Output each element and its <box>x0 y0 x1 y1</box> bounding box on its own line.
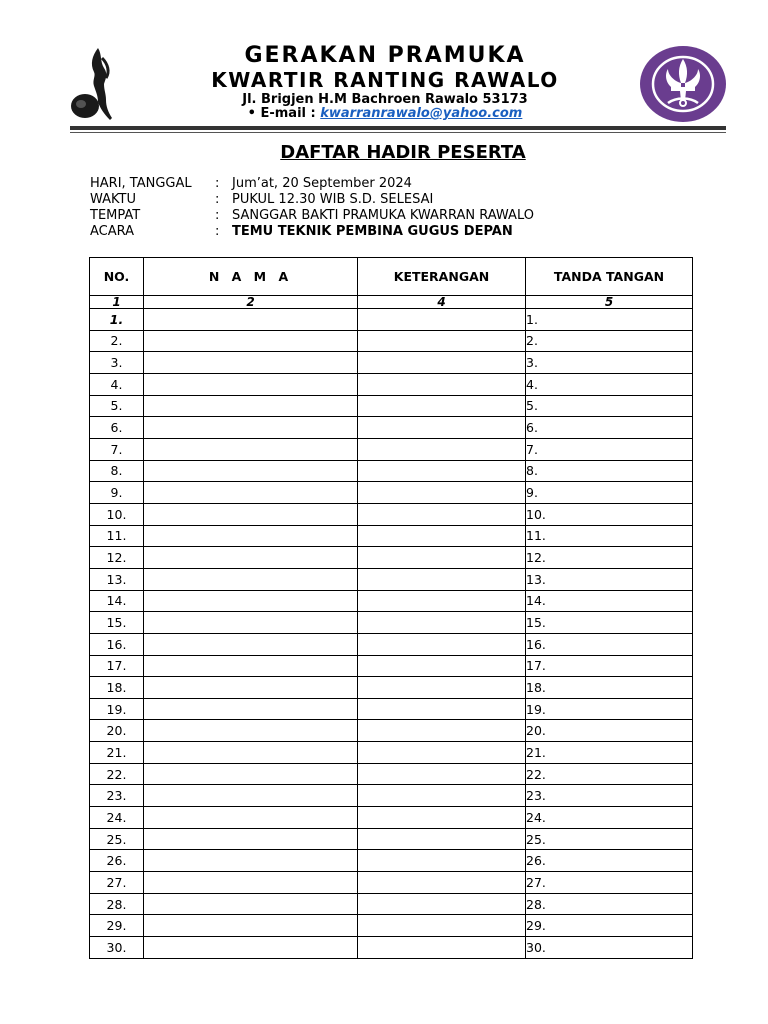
info-row-event <box>90 223 534 239</box>
name-cell[interactable] <box>144 547 358 569</box>
signature-cell[interactable]: 5. <box>526 395 693 417</box>
info-label: WAKTU <box>90 191 137 207</box>
table-row <box>90 742 693 764</box>
row-number: 1. <box>90 309 144 331</box>
row-number: 26. <box>90 850 144 872</box>
name-cell[interactable] <box>144 698 358 720</box>
table-row <box>90 525 693 547</box>
info-colon: : <box>215 223 220 239</box>
remarks-cell[interactable] <box>358 915 526 937</box>
row-number: 5. <box>90 395 144 417</box>
table-row <box>90 937 693 959</box>
remarks-cell[interactable] <box>358 373 526 395</box>
name-cell[interactable] <box>144 309 358 331</box>
info-colon: : <box>215 175 220 191</box>
row-number: 25. <box>90 828 144 850</box>
remarks-cell[interactable] <box>358 850 526 872</box>
signature-cell[interactable]: 16. <box>526 633 693 655</box>
signature-cell[interactable]: 14. <box>526 590 693 612</box>
remarks-cell[interactable] <box>358 720 526 742</box>
name-cell[interactable] <box>144 395 358 417</box>
signature-cell[interactable]: 11. <box>526 525 693 547</box>
name-cell[interactable] <box>144 330 358 352</box>
signature-cell[interactable]: 18. <box>526 677 693 699</box>
table-row <box>90 785 693 807</box>
header-signature: TANDA TANGAN <box>526 258 693 296</box>
name-cell[interactable] <box>144 763 358 785</box>
row-number: 12. <box>90 547 144 569</box>
remarks-cell[interactable] <box>358 763 526 785</box>
remarks-cell[interactable] <box>358 785 526 807</box>
table-row <box>90 763 693 785</box>
name-cell[interactable] <box>144 633 358 655</box>
signature-cell[interactable]: 25. <box>526 828 693 850</box>
row-number: 9. <box>90 482 144 504</box>
page-title: DAFTAR HADIR PESERTA <box>280 142 526 163</box>
table-row <box>90 698 693 720</box>
signature-cell[interactable]: 6. <box>526 417 693 439</box>
signature-cell[interactable]: 15. <box>526 612 693 634</box>
name-cell[interactable] <box>144 915 358 937</box>
table-row <box>90 309 693 331</box>
remarks-cell[interactable] <box>358 352 526 374</box>
name-cell[interactable] <box>144 720 358 742</box>
name-cell[interactable] <box>144 872 358 894</box>
org-name: GERAKAN PRAMUKA <box>244 43 526 68</box>
table-row <box>90 807 693 829</box>
remarks-cell[interactable] <box>358 309 526 331</box>
name-cell[interactable] <box>144 893 358 915</box>
remarks-cell[interactable] <box>358 828 526 850</box>
name-cell[interactable] <box>144 460 358 482</box>
attendance-table <box>89 257 693 959</box>
row-number: 17. <box>90 655 144 677</box>
table-row <box>90 395 693 417</box>
remarks-cell[interactable] <box>358 872 526 894</box>
name-cell[interactable] <box>144 352 358 374</box>
row-number: 18. <box>90 677 144 699</box>
table-row <box>90 330 693 352</box>
info-value: TEMU TEKNIK PEMBINA GUGUS DEPAN <box>232 223 513 239</box>
signature-cell[interactable]: 8. <box>526 460 693 482</box>
info-label: TEMPAT <box>90 207 141 223</box>
tunas-kelapa-icon <box>68 46 118 124</box>
row-number: 27. <box>90 872 144 894</box>
table-row <box>90 828 693 850</box>
row-number: 13. <box>90 568 144 590</box>
table-row <box>90 547 693 569</box>
remarks-cell[interactable] <box>358 612 526 634</box>
table-row <box>90 460 693 482</box>
name-cell[interactable] <box>144 937 358 959</box>
remarks-cell[interactable] <box>358 742 526 764</box>
row-number: 8. <box>90 460 144 482</box>
name-cell[interactable] <box>144 503 358 525</box>
info-label: HARI, TANGGAL <box>90 175 192 191</box>
row-number: 11. <box>90 525 144 547</box>
row-number: 20. <box>90 720 144 742</box>
table-row <box>90 677 693 699</box>
row-number: 3. <box>90 352 144 374</box>
signature-cell[interactable]: 12. <box>526 547 693 569</box>
table-row <box>90 850 693 872</box>
info-row-date <box>90 175 534 191</box>
signature-cell[interactable]: 30. <box>526 937 693 959</box>
signature-cell[interactable]: 24. <box>526 807 693 829</box>
name-cell[interactable] <box>144 525 358 547</box>
name-cell[interactable] <box>144 417 358 439</box>
email-line <box>160 106 610 121</box>
signature-cell[interactable]: 22. <box>526 763 693 785</box>
signature-cell[interactable]: 2. <box>526 330 693 352</box>
row-number: 21. <box>90 742 144 764</box>
row-number: 6. <box>90 417 144 439</box>
signature-cell[interactable]: 10. <box>526 503 693 525</box>
table-row <box>90 438 693 460</box>
name-cell[interactable] <box>144 677 358 699</box>
info-row-time <box>90 191 534 207</box>
info-row-place <box>90 207 534 223</box>
name-cell[interactable] <box>144 590 358 612</box>
remarks-cell[interactable] <box>358 547 526 569</box>
signature-cell[interactable]: 1. <box>526 309 693 331</box>
row-number: 16. <box>90 633 144 655</box>
name-cell[interactable] <box>144 785 358 807</box>
row-number: 7. <box>90 438 144 460</box>
header-divider-thin <box>70 132 726 133</box>
remarks-cell[interactable] <box>358 460 526 482</box>
column-index: 4 <box>358 296 526 309</box>
row-number: 30. <box>90 937 144 959</box>
signature-cell[interactable]: 20. <box>526 720 693 742</box>
remarks-cell[interactable] <box>358 525 526 547</box>
header-remarks: KETERANGAN <box>358 258 526 296</box>
row-number: 14. <box>90 590 144 612</box>
remarks-cell[interactable] <box>358 417 526 439</box>
event-info <box>90 175 534 239</box>
remarks-cell[interactable] <box>358 568 526 590</box>
table-header-row <box>90 258 693 296</box>
name-cell[interactable] <box>144 850 358 872</box>
address: Jl. Brigjen H.M Bachroen Rawalo 53173 <box>242 92 528 107</box>
info-label: ACARA <box>90 223 135 239</box>
branch-name: KWARTIR RANTING RAWALO <box>211 68 559 92</box>
table-row <box>90 612 693 634</box>
info-value: Jum’at, 20 September 2024 <box>232 175 412 191</box>
row-number: 23. <box>90 785 144 807</box>
name-cell[interactable] <box>144 438 358 460</box>
info-colon: : <box>215 207 220 223</box>
remarks-cell[interactable] <box>358 503 526 525</box>
remarks-cell[interactable] <box>358 330 526 352</box>
signature-cell[interactable]: 3. <box>526 352 693 374</box>
table-row <box>90 503 693 525</box>
info-colon: : <box>215 191 220 207</box>
remarks-cell[interactable] <box>358 893 526 915</box>
remarks-cell[interactable] <box>358 438 526 460</box>
remarks-cell[interactable] <box>358 937 526 959</box>
table-row <box>90 893 693 915</box>
signature-cell[interactable]: 4. <box>526 373 693 395</box>
scout-emblem-icon <box>638 45 728 123</box>
header-no: NO. <box>90 258 144 296</box>
column-index-row <box>90 296 693 309</box>
row-number: 4. <box>90 373 144 395</box>
name-cell[interactable] <box>144 655 358 677</box>
remarks-cell[interactable] <box>358 633 526 655</box>
column-index: 5 <box>526 296 693 309</box>
signature-cell[interactable]: 13. <box>526 568 693 590</box>
info-value: SANGGAR BAKTI PRAMUKA KWARRAN RAWALO <box>232 207 534 223</box>
row-number: 29. <box>90 915 144 937</box>
row-number: 24. <box>90 807 144 829</box>
table-row <box>90 417 693 439</box>
signature-cell[interactable]: 29. <box>526 915 693 937</box>
name-cell[interactable] <box>144 807 358 829</box>
table-row <box>90 915 693 937</box>
column-index: 2 <box>144 296 358 309</box>
remarks-cell[interactable] <box>358 677 526 699</box>
name-cell[interactable] <box>144 482 358 504</box>
column-index: 1 <box>90 296 144 309</box>
row-number: 19. <box>90 698 144 720</box>
email-link[interactable]: kwarranrawalo@yahoo.com <box>320 106 523 121</box>
name-cell[interactable] <box>144 612 358 634</box>
remarks-cell[interactable] <box>358 395 526 417</box>
signature-cell[interactable]: 28. <box>526 893 693 915</box>
name-cell[interactable] <box>144 568 358 590</box>
info-value: PUKUL 12.30 WIB S.D. SELESAI <box>232 191 434 207</box>
table-row <box>90 590 693 612</box>
table-row <box>90 633 693 655</box>
table-row <box>90 352 693 374</box>
signature-cell[interactable]: 7. <box>526 438 693 460</box>
row-number: 2. <box>90 330 144 352</box>
row-number: 10. <box>90 503 144 525</box>
name-cell[interactable] <box>144 828 358 850</box>
remarks-cell[interactable] <box>358 698 526 720</box>
name-cell[interactable] <box>144 742 358 764</box>
remarks-cell[interactable] <box>358 655 526 677</box>
table-row <box>90 872 693 894</box>
row-number: 22. <box>90 763 144 785</box>
row-number: 15. <box>90 612 144 634</box>
header-name: N A M A <box>144 258 358 296</box>
email-label: • E-mail : <box>247 106 321 121</box>
signature-cell[interactable]: 21. <box>526 742 693 764</box>
table-row <box>90 373 693 395</box>
remarks-cell[interactable] <box>358 482 526 504</box>
signature-cell[interactable]: 23. <box>526 785 693 807</box>
table-row <box>90 482 693 504</box>
header-divider <box>70 126 726 130</box>
signature-cell[interactable]: 19. <box>526 698 693 720</box>
row-number: 28. <box>90 893 144 915</box>
table-body <box>90 309 693 959</box>
table-row <box>90 568 693 590</box>
signature-cell[interactable]: 17. <box>526 655 693 677</box>
table-row <box>90 655 693 677</box>
remarks-cell[interactable] <box>358 807 526 829</box>
signature-cell[interactable]: 27. <box>526 872 693 894</box>
signature-cell[interactable]: 26. <box>526 850 693 872</box>
table-row <box>90 720 693 742</box>
name-cell[interactable] <box>144 373 358 395</box>
signature-cell[interactable]: 9. <box>526 482 693 504</box>
remarks-cell[interactable] <box>358 590 526 612</box>
